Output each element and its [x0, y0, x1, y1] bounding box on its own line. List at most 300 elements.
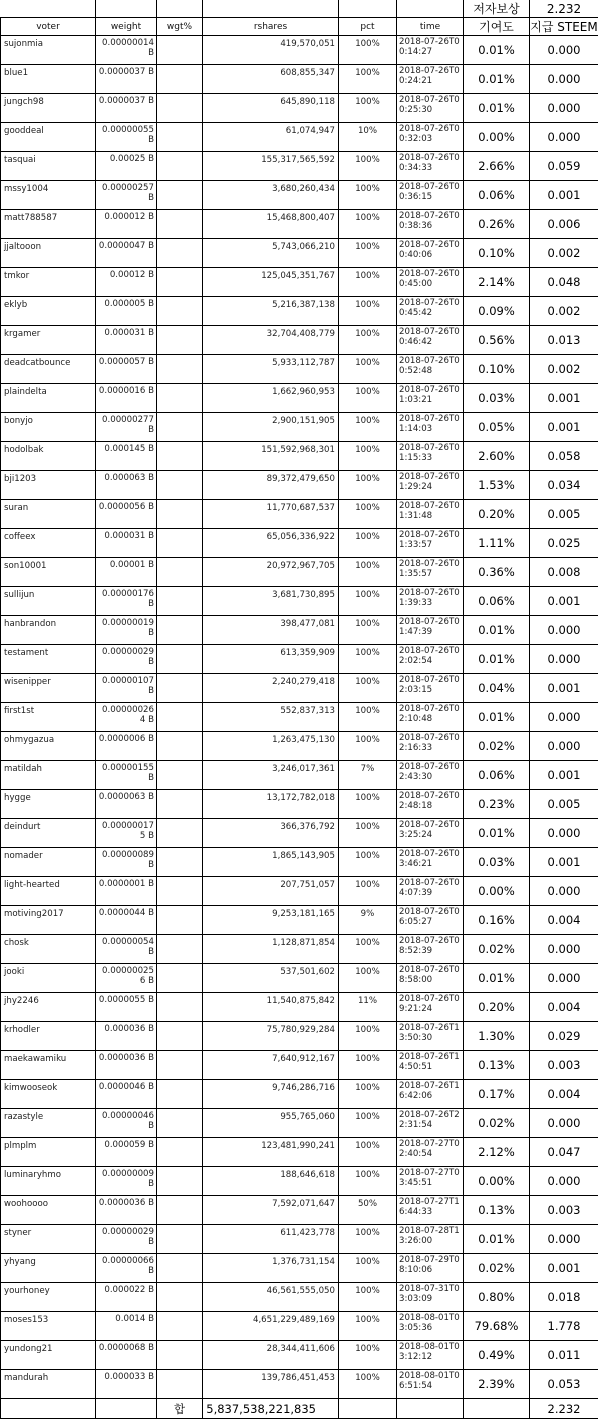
time-cell: 2018-07-26T00:52:48 [397, 355, 464, 384]
voter-cell: chosk [1, 935, 96, 964]
voter-cell: first1st [1, 703, 96, 732]
weight-cell: 0.000031 B [96, 529, 157, 558]
time-cell: 2018-07-31T03:03:09 [397, 1283, 464, 1312]
contribution-cell: 0.10% [464, 239, 530, 268]
contribution-cell: 0.02% [464, 935, 530, 964]
rshares-cell: 1,376,731,154 [203, 1254, 339, 1283]
payout-cell: 0.000 [530, 819, 598, 848]
table-row [1, 210, 598, 239]
empty-cell [397, 1399, 464, 1419]
voter-cell: wisenipper [1, 674, 96, 703]
weight-cell: 0.000063 B [96, 471, 157, 500]
wgt-pct-cell [157, 732, 203, 761]
payout-cell: 0.001 [530, 413, 598, 442]
wgt-pct-cell [157, 674, 203, 703]
time-cell: 2018-07-26T00:40:06 [397, 239, 464, 268]
author-reward-value: 2.232 [530, 0, 598, 18]
wgt-pct-cell [157, 65, 203, 94]
table-row [1, 1254, 598, 1283]
table-row [1, 471, 598, 500]
time-cell: 2018-07-27T02:40:54 [397, 1138, 464, 1167]
voter-cell: motiving2017 [1, 906, 96, 935]
table-row [1, 558, 598, 587]
rshares-cell: 5,216,387,138 [203, 297, 339, 326]
wgt-pct-cell [157, 355, 203, 384]
rshares-cell: 9,253,181,165 [203, 906, 339, 935]
voter-cell: son10001 [1, 558, 96, 587]
wgt-pct-cell [157, 1341, 203, 1370]
pct-cell: 100% [339, 442, 397, 471]
table-row [1, 674, 598, 703]
payout-cell: 0.000 [530, 1109, 598, 1138]
rshares-cell: 139,786,451,453 [203, 1370, 339, 1399]
wgt-pct-cell [157, 964, 203, 993]
pct-cell: 9% [339, 906, 397, 935]
wgt-pct-cell [157, 935, 203, 964]
empty-cell [96, 1399, 157, 1419]
table-row [1, 1167, 598, 1196]
voter-cell: plmplm [1, 1138, 96, 1167]
time-cell: 2018-07-26T01:15:33 [397, 442, 464, 471]
contribution-cell: 0.20% [464, 500, 530, 529]
rshares-cell: 645,890,118 [203, 94, 339, 123]
wgt-pct-cell [157, 384, 203, 413]
pct-cell: 100% [339, 877, 397, 906]
voter-cell: jungch98 [1, 94, 96, 123]
wgt-pct-cell [157, 500, 203, 529]
empty-cell [397, 0, 464, 18]
time-cell: 2018-07-26T16:42:06 [397, 1080, 464, 1109]
voter-cell: mssy1004 [1, 181, 96, 210]
wgt-pct-cell [157, 36, 203, 65]
rshares-cell: 4,651,229,489,169 [203, 1312, 339, 1341]
payout-cell: 0.048 [530, 268, 598, 297]
time-cell: 2018-07-26T06:05:27 [397, 906, 464, 935]
rshares-cell: 611,423,778 [203, 1225, 339, 1254]
table-row [1, 529, 598, 558]
payout-cell: 0.001 [530, 848, 598, 877]
rshares-cell: 61,074,947 [203, 123, 339, 152]
rshares-cell: 65,056,336,922 [203, 529, 339, 558]
author-reward-label: 저자보상 [464, 0, 530, 18]
weight-cell: 0.00000066 B [96, 1254, 157, 1283]
table-row [1, 1080, 598, 1109]
payout-cell: 0.001 [530, 674, 598, 703]
weight-cell: 0.0000036 B [96, 1196, 157, 1225]
rshares-cell: 32,704,408,779 [203, 326, 339, 355]
time-cell: 2018-07-27T16:44:33 [397, 1196, 464, 1225]
wgt-pct-cell [157, 1167, 203, 1196]
contribution-cell: 0.01% [464, 616, 530, 645]
time-cell: 2018-07-26T02:48:18 [397, 790, 464, 819]
voter-cell: yundong21 [1, 1341, 96, 1370]
voter-cell: gooddeal [1, 123, 96, 152]
pct-cell: 100% [339, 848, 397, 877]
pct-cell: 100% [339, 935, 397, 964]
contribution-cell: 0.13% [464, 1196, 530, 1225]
contribution-cell: 0.20% [464, 993, 530, 1022]
table-row [1, 1312, 598, 1341]
wgt-pct-cell [157, 268, 203, 297]
contribution-cell: 0.06% [464, 761, 530, 790]
wgt-pct-cell [157, 1225, 203, 1254]
contribution-cell: 0.06% [464, 587, 530, 616]
wgt-pct-cell [157, 790, 203, 819]
rshares-cell: 2,240,279,418 [203, 674, 339, 703]
contribution-cell: 2.14% [464, 268, 530, 297]
payout-cell: 0.008 [530, 558, 598, 587]
voter-cell: testament [1, 645, 96, 674]
pct-cell: 100% [339, 413, 397, 442]
voter-cell: yourhoney [1, 1283, 96, 1312]
table-row [1, 964, 598, 993]
voter-cell: blue1 [1, 65, 96, 94]
column-header-payout: 지급 STEEM [530, 18, 598, 36]
payout-cell: 0.004 [530, 993, 598, 1022]
contribution-cell: 2.60% [464, 442, 530, 471]
payout-cell: 0.003 [530, 1051, 598, 1080]
weight-cell: 0.0000037 B [96, 65, 157, 94]
contribution-cell: 0.01% [464, 645, 530, 674]
voter-cell: maekawamiku [1, 1051, 96, 1080]
wgt-pct-cell [157, 1080, 203, 1109]
rshares-cell: 1,128,871,854 [203, 935, 339, 964]
pct-cell: 50% [339, 1196, 397, 1225]
voter-cell: jooki [1, 964, 96, 993]
table-row [1, 935, 598, 964]
weight-cell: 0.0000001 B [96, 877, 157, 906]
pct-cell: 100% [339, 384, 397, 413]
contribution-cell: 0.01% [464, 964, 530, 993]
weight-cell: 0.00000054 B [96, 935, 157, 964]
weight-cell: 0.000036 B [96, 1022, 157, 1051]
contribution-cell: 2.12% [464, 1138, 530, 1167]
payout-cell: 0.000 [530, 964, 598, 993]
voter-cell: yhyang [1, 1254, 96, 1283]
weight-cell: 0.0000057 B [96, 355, 157, 384]
time-cell: 2018-07-26T00:38:36 [397, 210, 464, 239]
weight-cell: 0.000031 B [96, 326, 157, 355]
wgt-pct-cell [157, 877, 203, 906]
pct-cell: 100% [339, 645, 397, 674]
payout-cell: 0.000 [530, 877, 598, 906]
weight-cell: 0.000059 B [96, 1138, 157, 1167]
table-row [1, 413, 598, 442]
rshares-cell: 188,646,618 [203, 1167, 339, 1196]
weight-cell: 0.0000068 B [96, 1341, 157, 1370]
total-rshares: 5,837,538,221,835 [203, 1399, 339, 1419]
wgt-pct-cell [157, 529, 203, 558]
wgt-pct-cell [157, 123, 203, 152]
pct-cell: 100% [339, 1341, 397, 1370]
table-row [1, 326, 598, 355]
total-row [1, 1399, 598, 1419]
time-cell: 2018-07-26T01:33:57 [397, 529, 464, 558]
weight-cell: 0.00000026 4 B [96, 703, 157, 732]
table-row [1, 500, 598, 529]
table-row [1, 703, 598, 732]
weight-cell: 0.000033 B [96, 1370, 157, 1399]
time-cell: 2018-07-26T00:45:00 [397, 268, 464, 297]
pct-cell: 100% [339, 1312, 397, 1341]
rshares-cell: 151,592,968,301 [203, 442, 339, 471]
payout-cell: 0.000 [530, 65, 598, 94]
voter-cell: sullijun [1, 587, 96, 616]
payout-cell: 0.000 [530, 645, 598, 674]
table-row [1, 1022, 598, 1051]
rshares-cell: 125,045,351,767 [203, 268, 339, 297]
contribution-cell: 0.17% [464, 1080, 530, 1109]
total-payout: 2.232 [530, 1399, 598, 1419]
weight-cell: 0.00000029 B [96, 1225, 157, 1254]
time-cell: 2018-07-26T01:31:48 [397, 500, 464, 529]
weight-cell: 0.00000046 B [96, 1109, 157, 1138]
time-cell: 2018-07-26T01:35:57 [397, 558, 464, 587]
table-row [1, 848, 598, 877]
weight-cell: 0.00025 B [96, 152, 157, 181]
weight-cell: 0.00000089 B [96, 848, 157, 877]
payout-cell: 0.059 [530, 152, 598, 181]
table-row [1, 1196, 598, 1225]
time-cell: 2018-07-26T03:25:24 [397, 819, 464, 848]
payout-cell: 0.004 [530, 906, 598, 935]
pct-cell: 100% [339, 703, 397, 732]
rshares-cell: 398,477,081 [203, 616, 339, 645]
empty-cell [96, 0, 157, 18]
column-header-time: time [397, 18, 464, 36]
contribution-cell: 0.01% [464, 65, 530, 94]
pct-cell: 100% [339, 239, 397, 268]
contribution-cell: 2.66% [464, 152, 530, 181]
time-cell: 2018-08-01T03:05:36 [397, 1312, 464, 1341]
voter-cell: light-hearted [1, 877, 96, 906]
voter-cell: matildah [1, 761, 96, 790]
table-row [1, 790, 598, 819]
column-header-pct: pct [339, 18, 397, 36]
rshares-cell: 7,592,071,647 [203, 1196, 339, 1225]
payout-cell: 0.005 [530, 790, 598, 819]
table-row [1, 239, 598, 268]
time-cell: 2018-08-01T06:51:54 [397, 1370, 464, 1399]
rshares-cell: 20,972,967,705 [203, 558, 339, 587]
contribution-cell: 0.02% [464, 1109, 530, 1138]
contribution-cell: 0.01% [464, 1225, 530, 1254]
wgt-pct-cell [157, 1283, 203, 1312]
payout-cell: 0.053 [530, 1370, 598, 1399]
contribution-cell: 0.36% [464, 558, 530, 587]
time-cell: 2018-07-26T02:02:54 [397, 645, 464, 674]
weight-cell: 0.0000047 B [96, 239, 157, 268]
empty-cell [464, 1399, 530, 1419]
table-row [1, 152, 598, 181]
time-cell: 2018-07-26T02:43:30 [397, 761, 464, 790]
table-row [1, 732, 598, 761]
rshares-cell: 155,317,565,592 [203, 152, 339, 181]
table-row [1, 36, 598, 65]
contribution-cell: 0.06% [464, 181, 530, 210]
contribution-cell: 0.80% [464, 1283, 530, 1312]
pct-cell: 100% [339, 152, 397, 181]
wgt-pct-cell [157, 616, 203, 645]
rshares-cell: 3,680,260,434 [203, 181, 339, 210]
pct-cell: 11% [339, 993, 397, 1022]
contribution-cell: 2.39% [464, 1370, 530, 1399]
pct-cell: 100% [339, 500, 397, 529]
payout-cell: 0.025 [530, 529, 598, 558]
pct-cell: 100% [339, 558, 397, 587]
wgt-pct-cell [157, 297, 203, 326]
weight-cell: 0.00001 B [96, 558, 157, 587]
voter-cell: krhodler [1, 1022, 96, 1051]
time-cell: 2018-07-26T00:14:27 [397, 36, 464, 65]
payout-cell: 0.002 [530, 355, 598, 384]
payout-cell: 0.001 [530, 1254, 598, 1283]
rshares-cell: 46,561,555,050 [203, 1283, 339, 1312]
wgt-pct-cell [157, 471, 203, 500]
rshares-cell: 1,865,143,905 [203, 848, 339, 877]
wgt-pct-cell [157, 1196, 203, 1225]
time-cell: 2018-07-26T14:50:51 [397, 1051, 464, 1080]
contribution-cell: 0.03% [464, 848, 530, 877]
payout-cell: 0.001 [530, 761, 598, 790]
rshares-cell: 1,662,960,953 [203, 384, 339, 413]
rshares-cell: 366,376,792 [203, 819, 339, 848]
wgt-pct-cell [157, 94, 203, 123]
payout-cell: 0.011 [530, 1341, 598, 1370]
time-cell: 2018-07-26T01:39:33 [397, 587, 464, 616]
time-cell: 2018-08-01T03:12:12 [397, 1341, 464, 1370]
time-cell: 2018-07-29T08:10:06 [397, 1254, 464, 1283]
pct-cell: 100% [339, 297, 397, 326]
time-cell: 2018-07-26T04:07:39 [397, 877, 464, 906]
pct-cell: 100% [339, 674, 397, 703]
time-cell: 2018-07-26T01:03:21 [397, 384, 464, 413]
weight-cell: 0.00000277 B [96, 413, 157, 442]
time-cell: 2018-07-26T00:45:42 [397, 297, 464, 326]
pct-cell: 100% [339, 65, 397, 94]
wgt-pct-cell [157, 326, 203, 355]
table-row [1, 616, 598, 645]
time-cell: 2018-07-26T01:29:24 [397, 471, 464, 500]
contribution-cell: 0.02% [464, 1254, 530, 1283]
wgt-pct-cell [157, 442, 203, 471]
contribution-cell: 0.00% [464, 1167, 530, 1196]
voter-cell: matt788587 [1, 210, 96, 239]
column-header-wgt-pct: wgt% [157, 18, 203, 36]
table-row [1, 1225, 598, 1254]
voter-cell: hanbrandon [1, 616, 96, 645]
contribution-cell: 0.23% [464, 790, 530, 819]
header-row [1, 18, 598, 36]
payout-cell: 0.013 [530, 326, 598, 355]
contribution-cell: 0.16% [464, 906, 530, 935]
wgt-pct-cell [157, 906, 203, 935]
payout-cell: 0.000 [530, 94, 598, 123]
column-header-weight: weight [96, 18, 157, 36]
column-header-contribution: 기여도 [464, 18, 530, 36]
weight-cell: 0.00012 B [96, 268, 157, 297]
wgt-pct-cell [157, 413, 203, 442]
wgt-pct-cell [157, 1312, 203, 1341]
payout-cell: 0.005 [530, 500, 598, 529]
wgt-pct-cell [157, 703, 203, 732]
time-cell: 2018-07-27T03:45:51 [397, 1167, 464, 1196]
table-row [1, 587, 598, 616]
total-label: 합 [157, 1399, 203, 1419]
pct-cell: 100% [339, 616, 397, 645]
pct-cell: 100% [339, 268, 397, 297]
table-row [1, 1051, 598, 1080]
payout-cell: 0.001 [530, 587, 598, 616]
contribution-cell: 0.26% [464, 210, 530, 239]
column-header-rshares: rshares [203, 18, 339, 36]
payout-cell: 0.002 [530, 239, 598, 268]
wgt-pct-cell [157, 848, 203, 877]
wgt-pct-cell [157, 761, 203, 790]
payout-cell: 0.029 [530, 1022, 598, 1051]
table-row [1, 906, 598, 935]
time-cell: 2018-07-26T00:24:21 [397, 65, 464, 94]
weight-cell: 0.0000046 B [96, 1080, 157, 1109]
contribution-cell: 0.09% [464, 297, 530, 326]
contribution-cell: 0.00% [464, 877, 530, 906]
column-header-voter: voter [1, 18, 96, 36]
table-row [1, 65, 598, 94]
rshares-cell: 5,743,066,210 [203, 239, 339, 268]
time-cell: 2018-07-26T00:25:30 [397, 94, 464, 123]
pct-cell: 100% [339, 1138, 397, 1167]
time-cell: 2018-07-26T09:21:24 [397, 993, 464, 1022]
voter-cell: sujonmia [1, 36, 96, 65]
payout-cell: 0.000 [530, 36, 598, 65]
pct-cell: 100% [339, 1225, 397, 1254]
rshares-cell: 11,770,687,537 [203, 500, 339, 529]
table-row [1, 355, 598, 384]
table-row [1, 1283, 598, 1312]
voter-cell: plaindelta [1, 384, 96, 413]
voter-cell: bonyjo [1, 413, 96, 442]
pct-cell: 100% [339, 1370, 397, 1399]
wgt-pct-cell [157, 152, 203, 181]
pct-cell: 100% [339, 471, 397, 500]
time-cell: 2018-07-28T13:26:00 [397, 1225, 464, 1254]
rshares-cell: 608,855,347 [203, 65, 339, 94]
contribution-cell: 0.01% [464, 819, 530, 848]
payout-cell: 0.034 [530, 471, 598, 500]
table-row [1, 761, 598, 790]
pct-cell: 100% [339, 355, 397, 384]
contribution-cell: 79.68% [464, 1312, 530, 1341]
payout-cell: 0.000 [530, 616, 598, 645]
weight-cell: 0.000012 B [96, 210, 157, 239]
pct-cell: 100% [339, 1022, 397, 1051]
table-row [1, 442, 598, 471]
pct-cell: 100% [339, 36, 397, 65]
empty-cell [203, 0, 339, 18]
rshares-cell: 552,837,313 [203, 703, 339, 732]
weight-cell: 0.0000037 B [96, 94, 157, 123]
voter-cell: nomader [1, 848, 96, 877]
rshares-cell: 13,172,782,018 [203, 790, 339, 819]
voter-cell: bji1203 [1, 471, 96, 500]
contribution-cell: 0.56% [464, 326, 530, 355]
empty-cell [1, 1399, 96, 1419]
pct-cell: 100% [339, 529, 397, 558]
time-cell: 2018-07-26T02:10:48 [397, 703, 464, 732]
weight-cell: 0.00000017 5 B [96, 819, 157, 848]
payout-cell: 0.000 [530, 1225, 598, 1254]
time-cell: 2018-07-26T00:34:33 [397, 152, 464, 181]
